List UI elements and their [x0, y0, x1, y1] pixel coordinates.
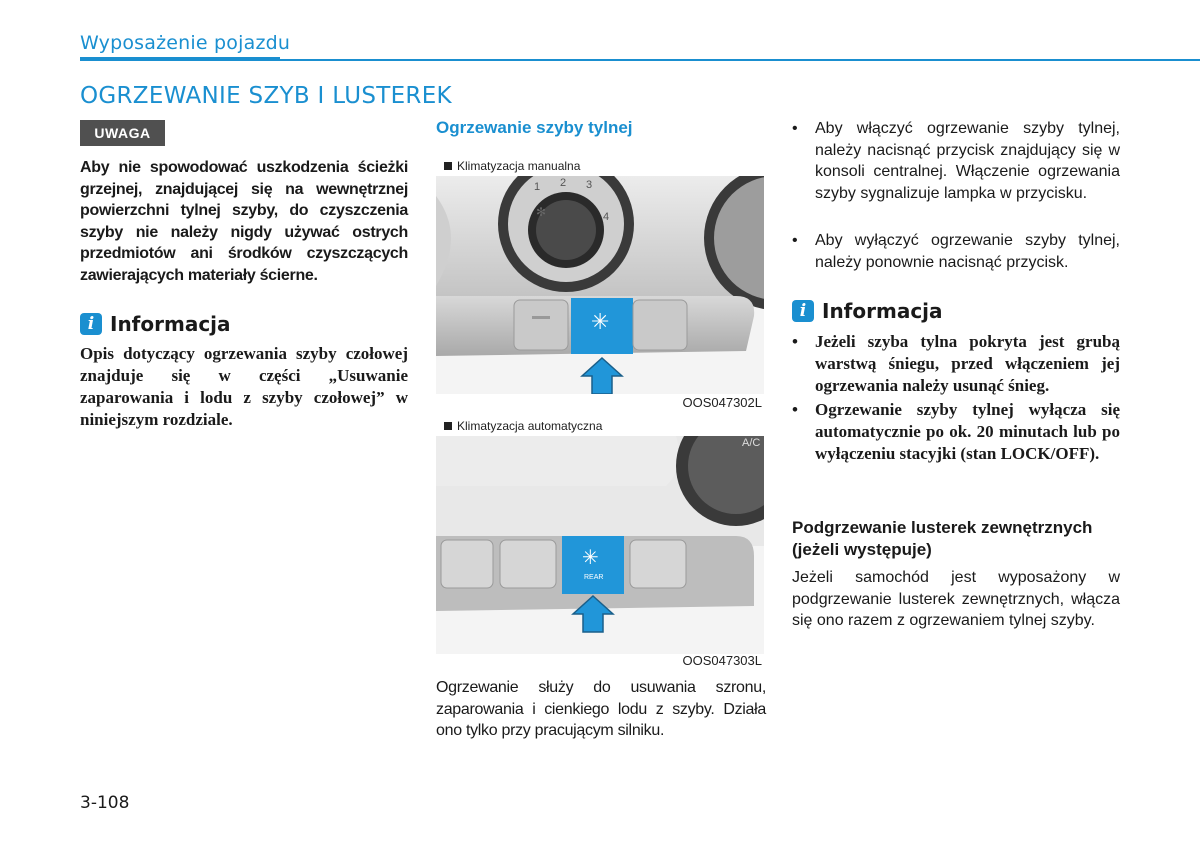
info-box-heading — [792, 299, 943, 323]
page-number: 3-108 — [80, 793, 130, 813]
svg-text:2: 2 — [560, 177, 567, 189]
fresh-air-button — [630, 540, 686, 588]
info-list-item: • Ogrzewanie szyby tylnej wyłącza się automatycznie po ok. 20 minutach lub po wyłączeniu stacyjki (stan LOCK/OFF). — [792, 400, 1120, 463]
rear-label: REAR — [584, 574, 604, 581]
fan-icon: ✻ — [536, 205, 547, 219]
list-item: • Aby wyłączyć ogrzewanie szyby tylnej, należy ponownie nacisnąć przycisk. — [792, 232, 1120, 271]
info-title: Informacja — [110, 312, 231, 336]
info-list-item: • Jeżeli szyba tylna pokryta jest grubą warstwą śniegu, przed włączeniem jej ogrzewania należy usunąć śnieg. — [792, 332, 1120, 395]
figure-caption: Klimatyzacja manualna — [444, 159, 580, 173]
front-defrost-button — [441, 540, 493, 588]
section-header: Wyposażenie pojazdu — [80, 32, 291, 54]
list-item: • Aby włączyć ogrzewanie szyby tylnej, należy nacisnąć przycisk znajdujący się w konsoli centralnej. Włączenie ogrzewania szyby sygnalizuje lampka w przycisku. — [792, 120, 1120, 202]
figure-auto-climate — [436, 414, 764, 672]
recirc-button — [500, 540, 556, 588]
figure-manual-climate — [436, 154, 764, 414]
subsection-heading: Ogrzewanie szyby tylnej — [436, 118, 633, 137]
info-text: Opis dotyczący ogrzewania szyby czołowej znajduje się w części „Usuwanie zaparowania i lodu z szyby czołowej” w niniejszym rozdziale. — [80, 344, 408, 429]
info-icon: i — [792, 300, 814, 322]
auto-climate-illustration — [436, 436, 764, 654]
info-title: Informacja — [822, 299, 943, 323]
manual-climate-illustration — [436, 176, 764, 394]
header-rule — [80, 57, 280, 61]
info-box-heading — [80, 312, 231, 336]
svg-text:4: 4 — [603, 211, 610, 223]
rear-window-description: Ogrzewanie służy do usuwania szronu, zaparowania i cienkiego lodu z szyby. Działa ono tylko przy pracującym silniku. — [436, 679, 766, 739]
svg-text:3: 3 — [586, 179, 593, 191]
figure-code: OOS047303L — [682, 653, 762, 668]
warning-text: Aby nie spowodować uszkodzenia ścieżki grzejnej, znajdującej się na wewnętrznej powierzchni tylnej szyby, do czyszczenia szyby nie należy nigdy używać ostrych przedmiotów ani środków czyszczących zawierających materiały ścierne. — [80, 159, 408, 284]
figure-caption: Klimatyzacja automatyczna — [444, 419, 602, 433]
info-icon: i — [80, 313, 102, 335]
svg-text:1: 1 — [534, 181, 541, 193]
rear-defrost-icon: ✳ — [591, 310, 610, 335]
mirror-heading: Podgrzewanie lusterek zewnętrznych (jeżeli występuje) — [792, 518, 1093, 559]
ac-label: A/C — [742, 437, 761, 449]
rear-defrost-icon: ✳ — [582, 545, 599, 569]
header-rule-thin — [280, 59, 1200, 61]
mirror-text: Jeżeli samochód jest wyposażony w podgrzewanie lusterek zewnętrznych, włącza się ono razem z ogrzewaniem tylnej szyby. — [792, 569, 1120, 629]
warning-badge: UWAGA — [80, 120, 165, 146]
figure-code: OOS047302L — [682, 395, 762, 410]
button-off — [514, 300, 568, 350]
page-title: OGRZEWANIE SZYB I LUSTEREK — [80, 83, 452, 109]
